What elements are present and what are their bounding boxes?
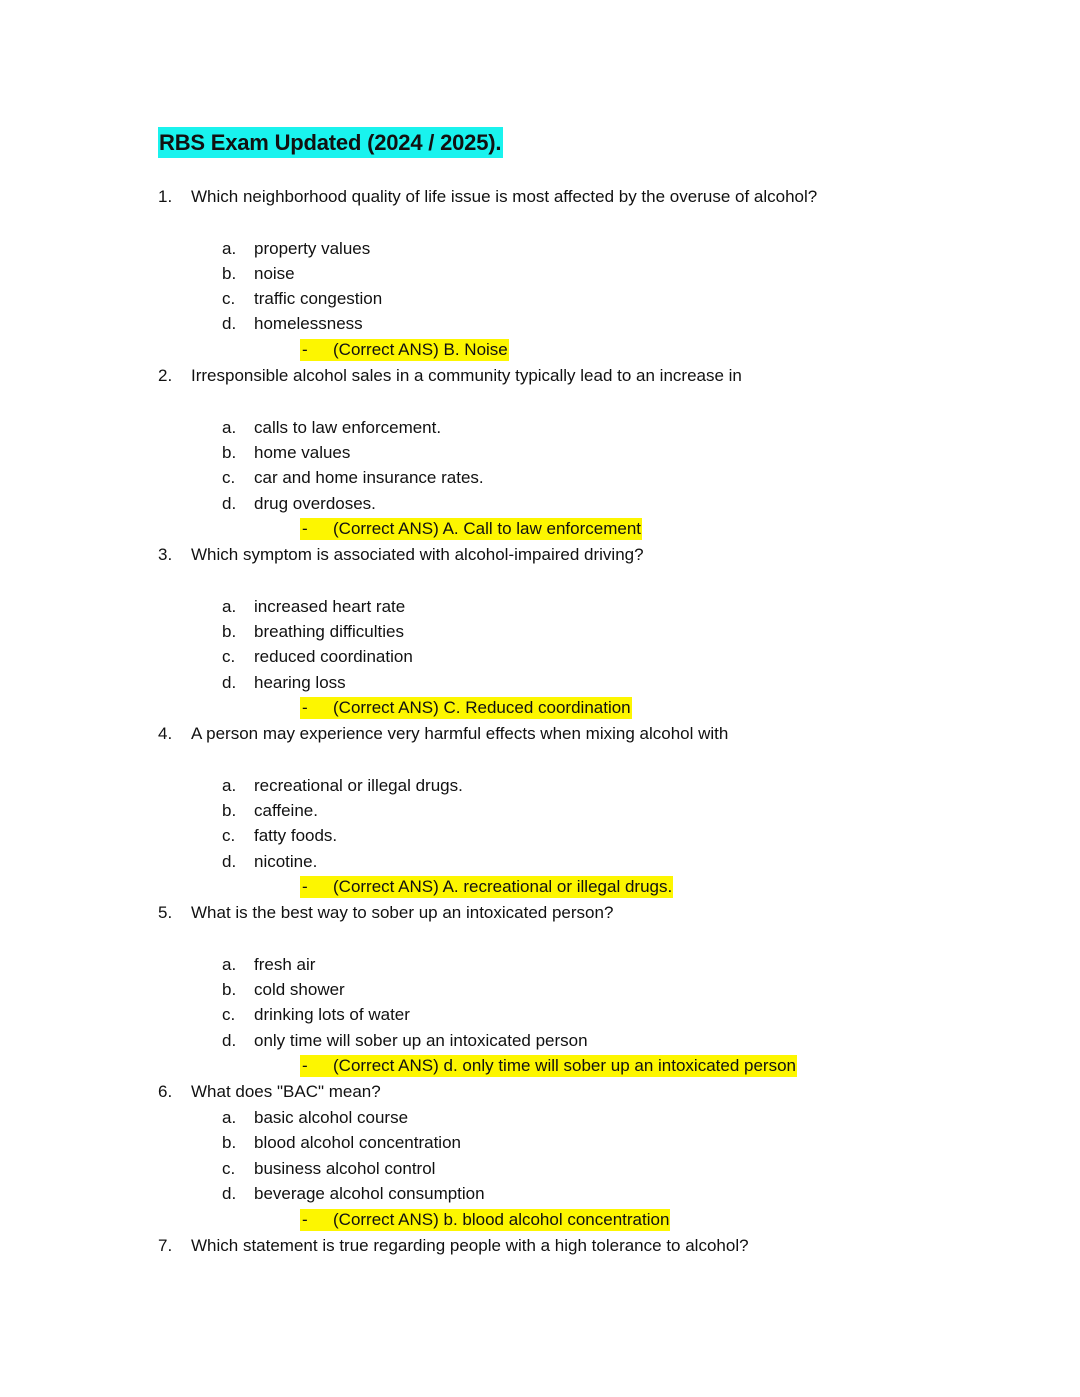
option-letter: a.: [222, 597, 237, 616]
question-number: 1.: [158, 187, 173, 206]
option-text: fatty foods.: [254, 826, 338, 845]
correct-answer: [300, 697, 632, 719]
option-b: [222, 979, 345, 1001]
option-text: calls to law enforcement.: [254, 418, 442, 437]
option-letter: b.: [222, 264, 237, 283]
answer-dash: -: [302, 340, 308, 359]
question-text: Which neighborhood quality of life issue is most affected by the overuse of alcohol?: [191, 187, 818, 206]
option-b: [222, 263, 295, 285]
correct-answer: [300, 339, 509, 361]
option-letter: a.: [222, 776, 237, 795]
question-text: Which symptom is associated with alcohol-impaired driving?: [191, 545, 644, 564]
correct-answer: [300, 1055, 797, 1077]
option-text: nicotine.: [254, 852, 318, 871]
option-letter: d.: [222, 314, 237, 333]
option-letter: b.: [222, 801, 237, 820]
answer-text: (Correct ANS) A. Call to law enforcement: [333, 519, 642, 538]
option-text: breathing difficulties: [254, 622, 404, 641]
option-letter: d.: [222, 852, 237, 871]
option-text: recreational or illegal drugs.: [254, 776, 463, 795]
option-b: [222, 442, 350, 464]
question-number: 4.: [158, 724, 173, 743]
option-a: [222, 417, 441, 439]
option-c: [222, 467, 484, 489]
question-text: What is the best way to sober up an intoxicated person?: [191, 903, 614, 922]
option-text: blood alcohol concentration: [254, 1133, 461, 1152]
question-text: A person may experience very harmful effects when mixing alcohol with: [191, 724, 729, 743]
option-letter: c.: [222, 1159, 236, 1178]
option-text: home values: [254, 443, 351, 462]
option-letter: c.: [222, 468, 236, 487]
option-text: property values: [254, 239, 371, 258]
option-letter: a.: [222, 955, 237, 974]
option-letter: b.: [222, 980, 237, 999]
option-c: [222, 1004, 410, 1026]
answer-dash: -: [302, 519, 308, 538]
option-d: [222, 1183, 485, 1205]
option-b: [222, 1132, 461, 1154]
option-a: [222, 775, 463, 797]
option-letter: d.: [222, 1184, 237, 1203]
option-text: noise: [254, 264, 295, 283]
page-title: RBS Exam Updated (2024 / 2025).: [158, 127, 503, 158]
option-c: [222, 288, 382, 310]
question-6: [158, 1081, 381, 1103]
correct-answer: [300, 518, 642, 540]
option-text: drug overdoses.: [254, 494, 376, 513]
option-letter: b.: [222, 1133, 237, 1152]
option-text: car and home insurance rates.: [254, 468, 484, 487]
question-number: 2.: [158, 366, 173, 385]
option-text: hearing loss: [254, 673, 346, 692]
option-d: [222, 313, 363, 335]
question-5: [158, 902, 613, 924]
answer-text: (Correct ANS) d. only time will sober up an intoxicated person: [333, 1056, 796, 1075]
option-text: cold shower: [254, 980, 345, 999]
option-letter: c.: [222, 289, 236, 308]
question-2: [158, 365, 742, 387]
answer-text: (Correct ANS) b. blood alcohol concentration: [333, 1210, 670, 1229]
option-b: [222, 621, 404, 643]
option-a: [222, 954, 315, 976]
option-letter: b.: [222, 443, 237, 462]
option-letter: c.: [222, 647, 236, 666]
question-1: [158, 186, 817, 208]
option-text: beverage alcohol consumption: [254, 1184, 485, 1203]
option-text: basic alcohol course: [254, 1108, 409, 1127]
option-text: traffic congestion: [254, 289, 383, 308]
question-text: What does "BAC" mean?: [191, 1082, 381, 1101]
correct-answer: [300, 876, 673, 898]
question-text: Which statement is true regarding people with a high tolerance to alcohol?: [191, 1236, 749, 1255]
answer-dash: -: [302, 877, 308, 896]
option-c: [222, 825, 337, 847]
option-text: increased heart rate: [254, 597, 406, 616]
question-7: [158, 1235, 749, 1257]
option-letter: d.: [222, 494, 237, 513]
option-c: [222, 646, 413, 668]
question-3: [158, 544, 644, 566]
option-letter: c.: [222, 826, 236, 845]
option-letter: c.: [222, 1005, 236, 1024]
option-text: fresh air: [254, 955, 316, 974]
question-number: 5.: [158, 903, 173, 922]
question-number: 3.: [158, 545, 173, 564]
answer-dash: -: [302, 1056, 308, 1075]
option-d: [222, 672, 346, 694]
option-a: [222, 1107, 408, 1129]
question-text: Irresponsible alcohol sales in a community typically lead to an increase in: [191, 366, 742, 385]
answer-text: (Correct ANS) B. Noise: [333, 340, 508, 359]
question-number: 7.: [158, 1236, 173, 1255]
option-letter: a.: [222, 418, 237, 437]
option-text: reduced coordination: [254, 647, 413, 666]
answer-text: (Correct ANS) A. recreational or illegal drugs.: [333, 877, 673, 896]
question-4: [158, 723, 728, 745]
option-d: [222, 493, 376, 515]
option-text: homelessness: [254, 314, 363, 333]
option-letter: a.: [222, 1108, 237, 1127]
option-letter: a.: [222, 239, 237, 258]
option-d: [222, 1030, 588, 1052]
option-letter: d.: [222, 673, 237, 692]
option-text: only time will sober up an intoxicated person: [254, 1031, 588, 1050]
answer-text: (Correct ANS) C. Reduced coordination: [333, 698, 631, 717]
answer-dash: -: [302, 698, 308, 717]
option-a: [222, 238, 370, 260]
option-text: caffeine.: [254, 801, 318, 820]
option-text: drinking lots of water: [254, 1005, 410, 1024]
option-d: [222, 851, 317, 873]
option-text: business alcohol control: [254, 1159, 436, 1178]
option-c: [222, 1158, 435, 1180]
option-b: [222, 800, 318, 822]
option-letter: b.: [222, 622, 237, 641]
option-letter: d.: [222, 1031, 237, 1050]
correct-answer: [300, 1209, 670, 1231]
option-a: [222, 596, 405, 618]
answer-dash: -: [302, 1210, 308, 1229]
question-number: 6.: [158, 1082, 173, 1101]
